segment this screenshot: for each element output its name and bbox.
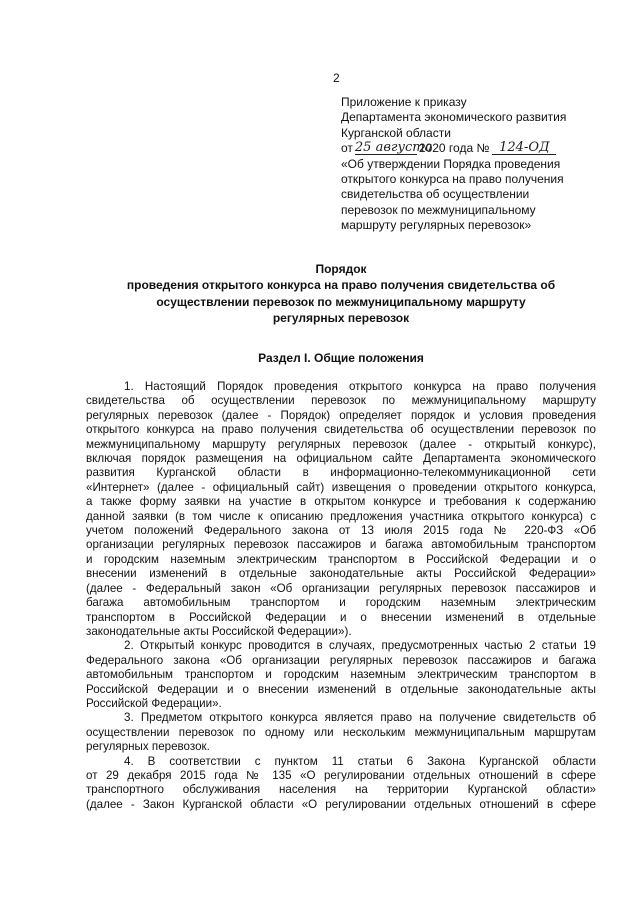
paragraph-line: внесении изменений в отдельные законодательные акты Российской Федерации» <box>86 567 596 581</box>
paragraph-line: автомобильным транспортом и городским наземным электрическим транспортом в <box>86 668 596 682</box>
title-line: регулярных перевозок <box>272 310 410 325</box>
paragraph-line: 2. Открытый конкурс проводится в случаях, предусмотренных частью 2 статьи 19 <box>124 639 596 653</box>
paragraph-line: от 29 декабря 2015 года № 135 «О регулировании отдельных отношений в сфере <box>86 768 596 782</box>
paragraph-line: учетом положений Федерального закона от 13 июля 2015 года № 220-ФЗ «Об <box>86 524 596 538</box>
paragraph-line: транспортного обслуживания населения на территории Курганской области» <box>86 783 596 797</box>
handwritten-date: 25 августа <box>354 140 433 156</box>
paragraph-line: регулярных перевозок (далее - Порядок) определяет порядок и условия проведения <box>86 408 596 422</box>
paragraph-line: развития Курганской области в информационно-телекоммуникационной сети <box>86 466 596 480</box>
appendix-block <box>341 95 611 234</box>
document-title <box>86 261 596 326</box>
appendix-line: Курганской области <box>341 125 451 140</box>
paragraph-line: регулярных перевозок. <box>86 740 210 754</box>
page-number: 2 <box>333 71 340 85</box>
paragraph-line: организации регулярных перевозок пассажиров и багажа автомобильным транспортом <box>86 538 596 552</box>
paragraph-line: 3. Предметом открытого конкурса является право на получение свидетельств об <box>124 711 596 725</box>
paragraph-line: открытого конкурса на право получения свидетельства об осуществлении перевозок по <box>86 423 596 437</box>
appendix-subject-line: маршруту регулярных перевозок» <box>341 218 532 233</box>
paragraph-line: данной заявки (в том числе к описанию предложения участника открытого конкурса) с <box>86 509 596 523</box>
paragraph-4 <box>86 755 596 813</box>
paragraph-line: и городским наземным электрическим транспортом в Российской Федерации и о <box>86 552 596 566</box>
paragraph-line: Российской Федерации и о внесении изменений в отдельные законодательные акты <box>86 682 596 696</box>
paragraph-line: «Интернет» (далее - официальный сайт) извещения о проведении открытого конкурса, <box>86 480 596 494</box>
appendix-subject-line: перевозок по межмуниципальному <box>341 202 536 217</box>
paragraph-line: багажа автомобильным транспортом и городским наземным электрическим <box>86 596 596 610</box>
paragraph-line: 4. В соответствии с пунктом 11 статьи 6 Закона Курганской области <box>124 754 596 768</box>
title-line: Порядок <box>315 262 367 276</box>
handwritten-order-number: 124-ОД <box>492 141 556 155</box>
paragraph-line: законодательные акты Российской Федерации»). <box>86 624 352 638</box>
body-text <box>86 380 596 812</box>
section-heading: Раздел I. Общие положения <box>258 351 424 365</box>
paragraph-line: осуществлении перевозок по одному или нескольким межмуниципальным маршрутам <box>86 725 596 739</box>
order-prefix: от <box>341 141 353 156</box>
title-line: осуществлении перевозок по межмуниципальному маршруту <box>156 294 526 309</box>
paragraph-line: Российской Федерации». <box>86 696 222 710</box>
paragraph-line: транспортом в Российской Федерации и о внесении изменений в отдельные <box>86 610 596 624</box>
order-date-line <box>341 141 611 156</box>
appendix-subject-line: открытого конкурса на право получения <box>341 172 564 187</box>
paragraph-line: а также форму заявки на участие в открытом конкурсе и требования к содержанию <box>86 495 596 509</box>
appendix-line: Департамента экономического развития <box>341 110 567 125</box>
order-year: 2020 года № <box>418 141 490 156</box>
appendix-line: Приложение к приказу <box>341 95 467 109</box>
paragraph-line: межмуниципальному маршруту регулярных перевозок (далее - открытый конкурс), <box>86 437 596 451</box>
appendix-subject-line: свидетельства об осуществлении <box>341 187 530 202</box>
paragraph-line: включая порядок размещения на официальном сайте Департамента экономического <box>86 452 596 466</box>
title-line: проведения открытого конкурса на право получения свидетельства об <box>126 278 556 293</box>
paragraph-line: (далее - Федеральный закон «Об организации регулярных перевозок пассажиров и <box>86 581 596 595</box>
paragraph-2 <box>86 639 596 711</box>
paragraph-line: Федерального закона «Об организации регулярных перевозок пассажиров и багажа <box>86 653 596 667</box>
paragraph-line: свидетельства об осуществлении перевозок по межмуниципальному маршруту <box>86 394 596 408</box>
paragraph-line: (далее - Закон Курганской области «О регулировании отдельных отношений в сфере <box>86 797 596 811</box>
paragraph-1 <box>86 380 596 639</box>
paragraph-3 <box>86 711 596 754</box>
paragraph-line: 1. Настоящий Порядок проведения открытого конкурса на право получения <box>124 380 596 393</box>
appendix-subject-line: «Об утверждении Порядка проведения <box>341 156 561 171</box>
